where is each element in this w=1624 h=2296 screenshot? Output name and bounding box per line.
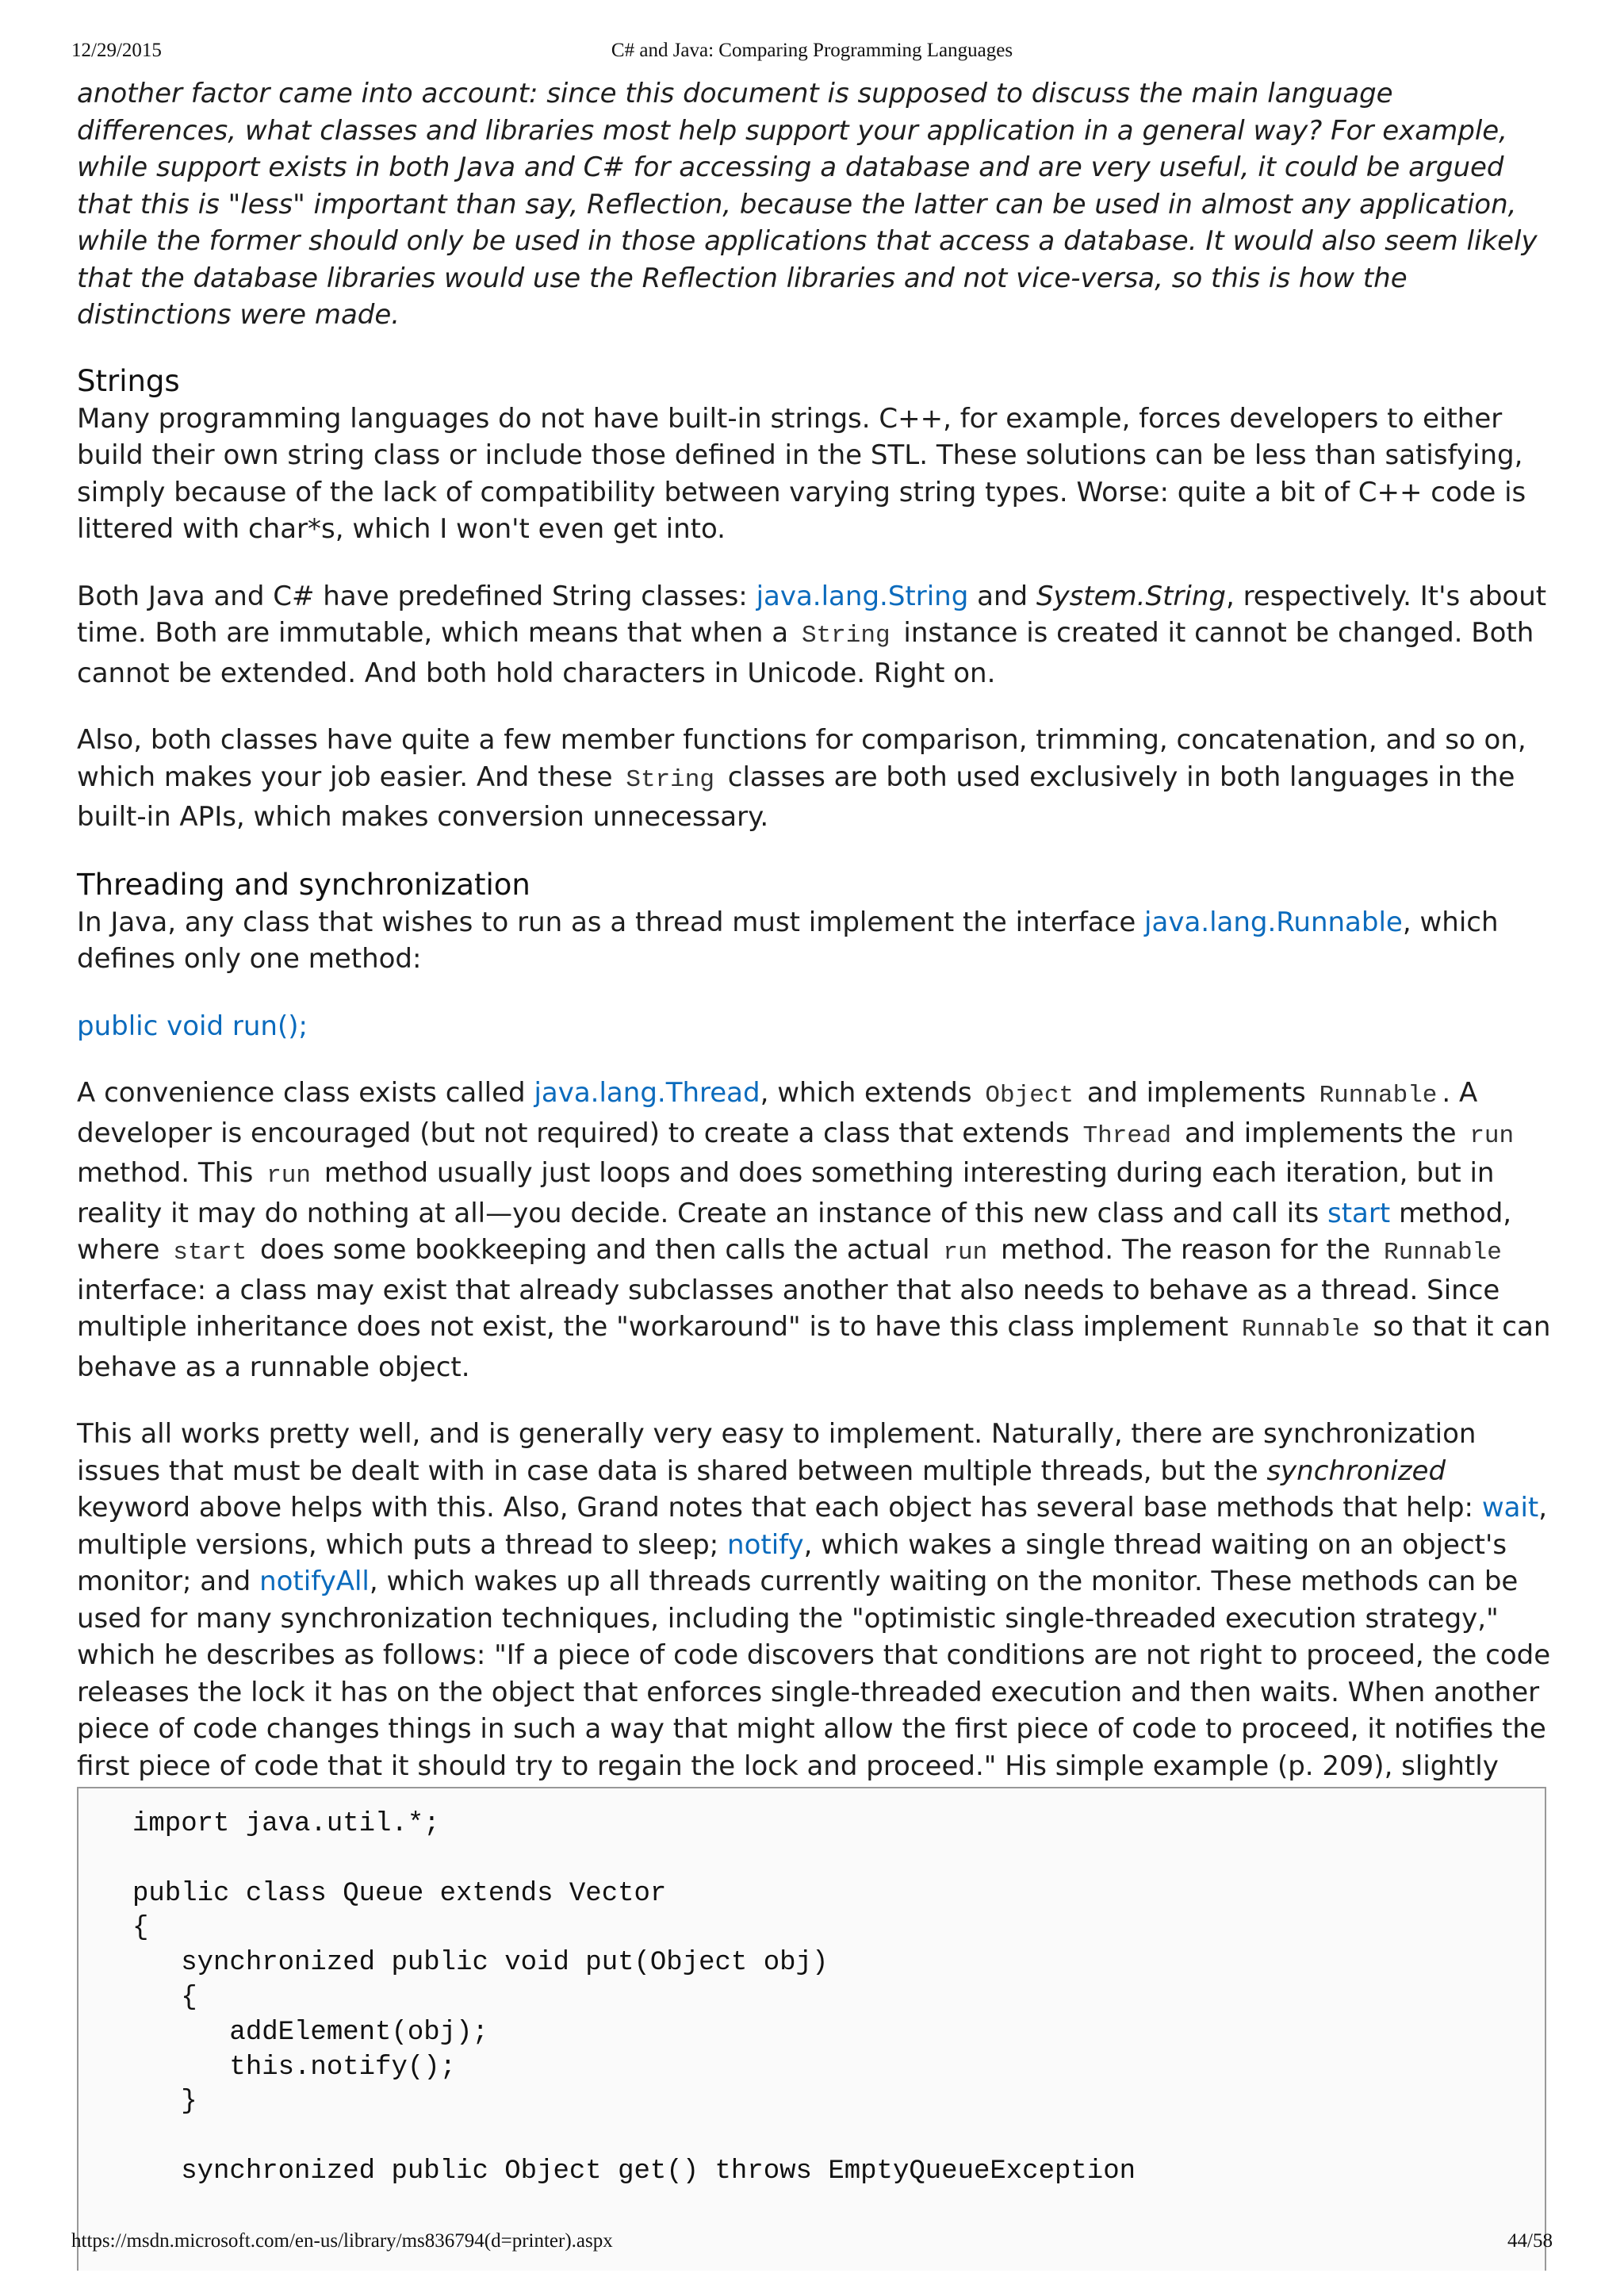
code-listing-box [77, 1787, 1546, 2271]
section-heading-strings: Strings [77, 363, 180, 398]
threading-paragraph-2: A convenience class exists called java.lang.Thread, which extends Object and implements Runnable . A developer is encouraged (but not required) to create a class that extends Thread and implements the run method. This run method usually just loops and does something interesting during each iteration, but in reality it may do nothing at all—you decide. Create an instance of this new class and call its start method, where start does some bookkeeping and then calls the actual run method. The reason for the Runnable interface: a class may exist that already subclasses another that also needs to behave as a thread. Since multiple inheritance does not exist, the "workaround" is to have this class implement Runnable so that it can behave as a runnable object. [77, 1077, 1551, 1383]
notify-method-link[interactable]: notify [727, 1528, 804, 1561]
document-title: C# and Java: Comparing Programming Languages [611, 40, 1013, 61]
wait-method-link[interactable]: wait [1481, 1492, 1539, 1524]
article-body [77, 75, 1552, 1852]
java-lang-string-link[interactable]: java.lang.String [756, 580, 969, 612]
run-method-link[interactable]: public void run(); [77, 1010, 308, 1042]
source-url: https://msdn.microsoft.com/en-us/library/ms836794(d=printer).aspx [71, 2230, 613, 2252]
threading-paragraph-1: In Java, any class that wishes to run as a thread must implement the interface java.lang.Runnable, which defines only one method: [77, 906, 1499, 975]
java-lang-runnable-link[interactable]: java.lang.Runnable [1144, 906, 1403, 938]
inline-code: String [626, 765, 714, 794]
intro-paragraph: another factor came into account: since this document is supposed to discuss the main language differences, what classes and libraries most help support your application in a general way? For example, while support exists in both Java and C# for accessing a database and are very useful, it could be argued that this is "less" important than say, Reflection, because the latter can be used in almost any application, while the former should only be used in those applications that access a database. It would also seem likely that the database libraries would use the Reflection libraries and not vice-versa, so this is how the distinctions were made. [77, 78, 1538, 331]
start-method-link[interactable]: start [1327, 1197, 1391, 1229]
page-header [0, 40, 1624, 68]
strings-paragraph-1: Many programming languages do not have built-in strings. C++, for example, forces developers to either build their own string class or include those defined in the STL. These solutions can be less than satisfying, simply because of the lack of compatibility between varying string types. Worse: quite a bit of C++ code is littered with char*s, which I won't even get into. [77, 402, 1526, 545]
print-date: 12/29/2015 [71, 40, 162, 61]
page-number: 44/58 [1507, 2230, 1553, 2252]
strings-paragraph-2: Both Java and C# have predefined String classes: java.lang.String and System.String, respectively. It's about time. Both are immutable, which means that when a String instance is created it cannot be changed. Both cannot be extended. And both hold characters in Unicode. Right on. [77, 580, 1547, 689]
page-footer [0, 2230, 1624, 2259]
notifyall-method-link[interactable]: notifyAll [259, 1566, 370, 1597]
strings-paragraph-3: Also, both classes have quite a few member functions for comparison, trimming, concatenation, and so on, which makes your job easier. And these String classes are both used exclusively in both languages in the built-in APIs, which makes conversion unnecessary. [77, 724, 1526, 833]
run-method-signature [77, 1008, 1552, 1045]
inline-code: String [801, 622, 891, 650]
code-listing: import java.util.*; public class Queue extends Vector { synchronized public void put(Object obj) { addElement(obj); this.notify(); } synchronized public Object get() throws EmptyQueueException [132, 1809, 1136, 2187]
threading-paragraph-3: This all works pretty well, and is generally very easy to implement. Naturally, there are synchronization issues that must be dealt with in case data is shared between multiple threads, but the synchronized keyword above helps with this. Also, Grand notes that each object has several base methods that help: wait, multiple versions, which puts a thread to sleep; notify, which wakes a single thread waiting on an object's monitor; and notifyAll, which wakes up all threads currently waiting on the monitor. These methods can be used for many synchronization techniques, including the "optimistic single-threaded execution strategy," which he describes as follows: "If a piece of code discovers that conditions are not right to proceed, the code releases the lock it has on the object that enforces single-threaded execution and then waits. When another piece of code changes things in such a way that might allow the first piece of code to proceed, it notifies the first piece of code that it should try to regain the lock and proceed." His simple example (p. 209), slightly [77, 1418, 1551, 1782]
section-heading-threading: Threading and synchronization [77, 867, 530, 902]
java-lang-thread-link[interactable]: java.lang.Thread [534, 1077, 760, 1109]
